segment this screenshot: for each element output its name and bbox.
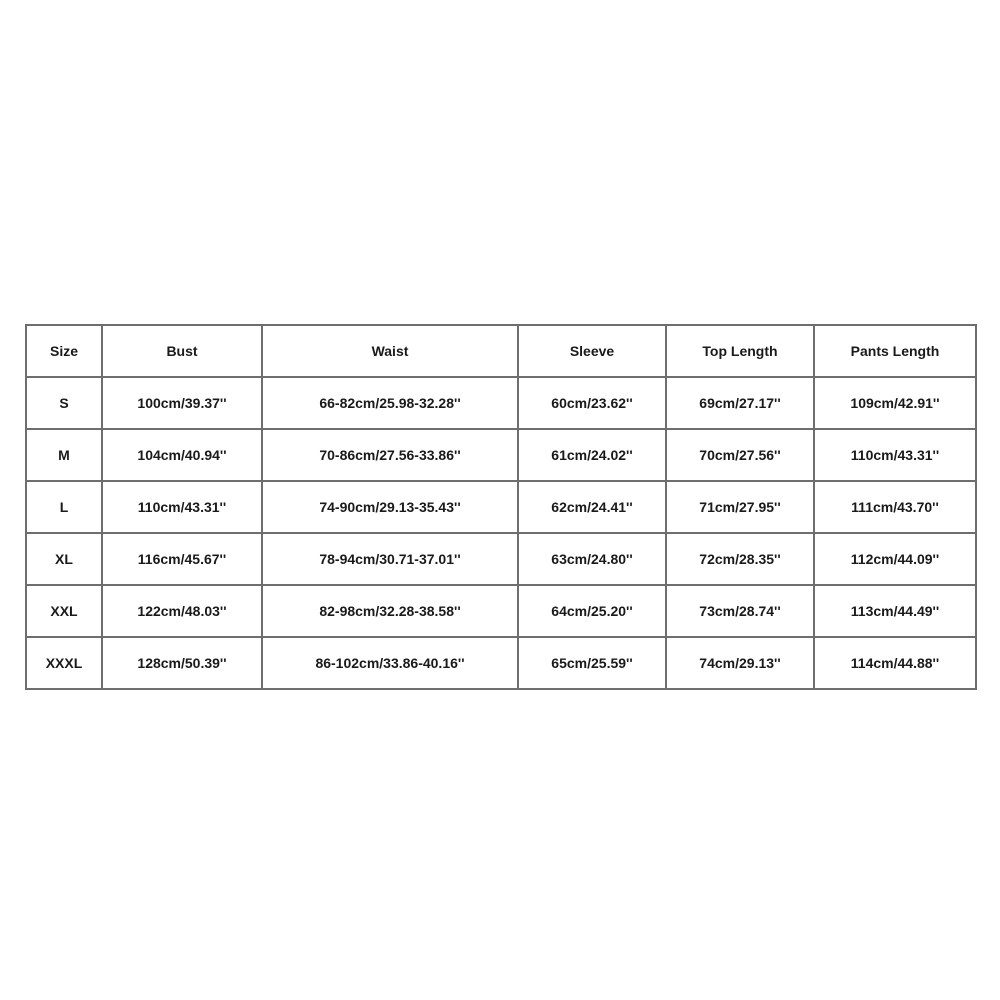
cell-sleeve: 64cm/25.20'' bbox=[518, 585, 666, 637]
header-bust: Bust bbox=[102, 325, 262, 377]
header-row bbox=[26, 325, 976, 377]
header-sleeve: Sleeve bbox=[518, 325, 666, 377]
table-row bbox=[26, 585, 976, 637]
cell-bust: 122cm/48.03'' bbox=[102, 585, 262, 637]
size-chart-table bbox=[25, 324, 977, 690]
cell-top-length: 72cm/28.35'' bbox=[666, 533, 814, 585]
cell-size: M bbox=[26, 429, 102, 481]
cell-bust: 116cm/45.67'' bbox=[102, 533, 262, 585]
cell-size: XXL bbox=[26, 585, 102, 637]
cell-top-length: 71cm/27.95'' bbox=[666, 481, 814, 533]
cell-waist: 74-90cm/29.13-35.43'' bbox=[262, 481, 518, 533]
cell-bust: 104cm/40.94'' bbox=[102, 429, 262, 481]
table-row bbox=[26, 429, 976, 481]
cell-bust: 100cm/39.37'' bbox=[102, 377, 262, 429]
cell-top-length: 69cm/27.17'' bbox=[666, 377, 814, 429]
header-pants-length: Pants Length bbox=[814, 325, 976, 377]
header-waist: Waist bbox=[262, 325, 518, 377]
cell-top-length: 74cm/29.13'' bbox=[666, 637, 814, 689]
header-size: Size bbox=[26, 325, 102, 377]
cell-waist: 86-102cm/33.86-40.16'' bbox=[262, 637, 518, 689]
cell-waist: 82-98cm/32.28-38.58'' bbox=[262, 585, 518, 637]
cell-bust: 110cm/43.31'' bbox=[102, 481, 262, 533]
table-row bbox=[26, 533, 976, 585]
cell-pants-length: 111cm/43.70'' bbox=[814, 481, 976, 533]
cell-pants-length: 113cm/44.49'' bbox=[814, 585, 976, 637]
cell-size: XL bbox=[26, 533, 102, 585]
header-top-length: Top Length bbox=[666, 325, 814, 377]
cell-sleeve: 63cm/24.80'' bbox=[518, 533, 666, 585]
cell-pants-length: 110cm/43.31'' bbox=[814, 429, 976, 481]
cell-sleeve: 60cm/23.62'' bbox=[518, 377, 666, 429]
table-row bbox=[26, 377, 976, 429]
cell-top-length: 73cm/28.74'' bbox=[666, 585, 814, 637]
cell-sleeve: 61cm/24.02'' bbox=[518, 429, 666, 481]
cell-waist: 78-94cm/30.71-37.01'' bbox=[262, 533, 518, 585]
cell-top-length: 70cm/27.56'' bbox=[666, 429, 814, 481]
cell-size: S bbox=[26, 377, 102, 429]
cell-bust: 128cm/50.39'' bbox=[102, 637, 262, 689]
cell-size: XXXL bbox=[26, 637, 102, 689]
cell-pants-length: 114cm/44.88'' bbox=[814, 637, 976, 689]
cell-sleeve: 62cm/24.41'' bbox=[518, 481, 666, 533]
cell-pants-length: 109cm/42.91'' bbox=[814, 377, 976, 429]
cell-size: L bbox=[26, 481, 102, 533]
cell-pants-length: 112cm/44.09'' bbox=[814, 533, 976, 585]
cell-sleeve: 65cm/25.59'' bbox=[518, 637, 666, 689]
table-row bbox=[26, 481, 976, 533]
cell-waist: 66-82cm/25.98-32.28'' bbox=[262, 377, 518, 429]
cell-waist: 70-86cm/27.56-33.86'' bbox=[262, 429, 518, 481]
table-row bbox=[26, 637, 976, 689]
